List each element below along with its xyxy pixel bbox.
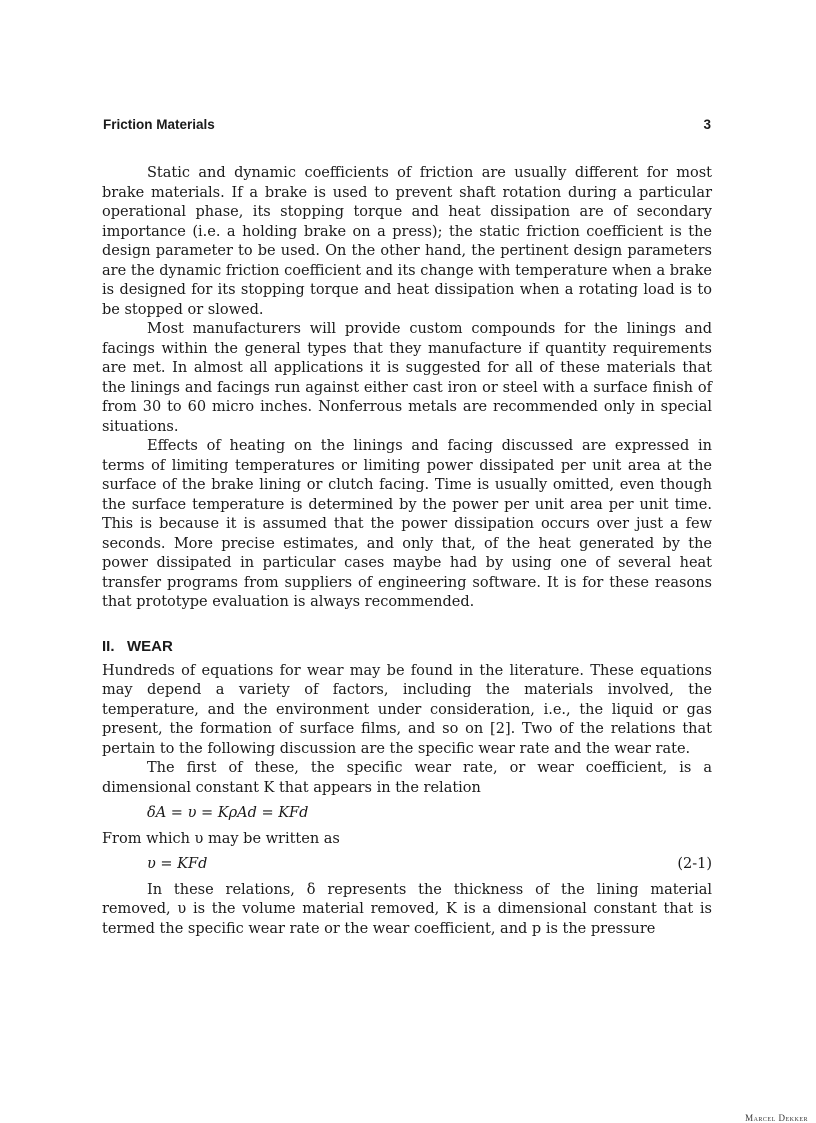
equation-expression: δA = υ = KρAd = KFd [147,805,309,821]
running-title: Friction Materials [103,117,215,132]
paragraph: The first of these, the specific wear rate, or wear coefficient, is a dimensional constant K that appears in the relation [102,760,712,796]
paragraph: Most manufacturers will provide custom compounds for the linings and facings within the general types that they manufacture if quantity requirements are met. In almost all applications it is suggested for all of these materials that the linings and facings run against either cast iron or steel with a surface finish of from 30 to 60 micro inches. Nonferrous metals are recommended only in special situations. [102,321,712,435]
paragraph: Effects of heating on the linings and facing discussed are expressed in terms of limiting temperatures or limiting power dissipated per unit area at the surface of the brake lining or clutch facing. Time is usually omitted, even though the surface temperature is determined by the power per unit area per unit time. This is because it is assumed that the power dissipation occurs over just a few seconds. More precise estimates, and only that, of the heat generated by the power dissipated in particular cases maybe had by using one of several heat transfer programs from suppliers of engineering software. It is for these reasons that prototype evaluation is always recommended. [102,438,712,610]
numbered-equation [102,855,712,875]
equation-expression: υ = KFd [147,856,208,872]
page-body [102,164,712,939]
publisher-footer: Marcel Dekker [745,1113,808,1123]
page-header [103,117,711,135]
page-number: 3 [703,117,711,132]
paragraph: Static and dynamic coefficients of friction are usually different for most brake materials. If a brake is used to prevent shaft rotation during a particular operational phase, its stopping torque and heat dissipation are of secondary importance (i.e. a holding brake on a press); the static friction coefficient is the design parameter to be used. On the other hand, the pertinent design parameters are the dynamic friction coefficient and its change with temperature when a brake is designed for its stopping torque and heat dissipation when a rotating load is to be stopped or slowed. [102,165,712,318]
section-heading: II. WEAR [102,637,173,655]
paragraph: Hundreds of equations for wear may be found in the literature. These equations may depend a variety of factors, including the materials involved, the temperature, and the environment under consideration, i.e., the liquid or gas present, the formation of surface films, and so on [2]. Two of the relations that pertain to the following discussion are the specific wear rate and the wear rate. [102,662,712,757]
equation [102,804,712,824]
paragraph: From which υ may be written as [102,830,340,847]
paragraph: In these relations, δ represents the thickness of the lining material removed, υ is the volume material removed, K is a dimensional constant that is termed the specific wear rate or the wear coefficient, and p is the pressure [102,881,712,937]
equation-number: (2-1) [677,856,712,872]
